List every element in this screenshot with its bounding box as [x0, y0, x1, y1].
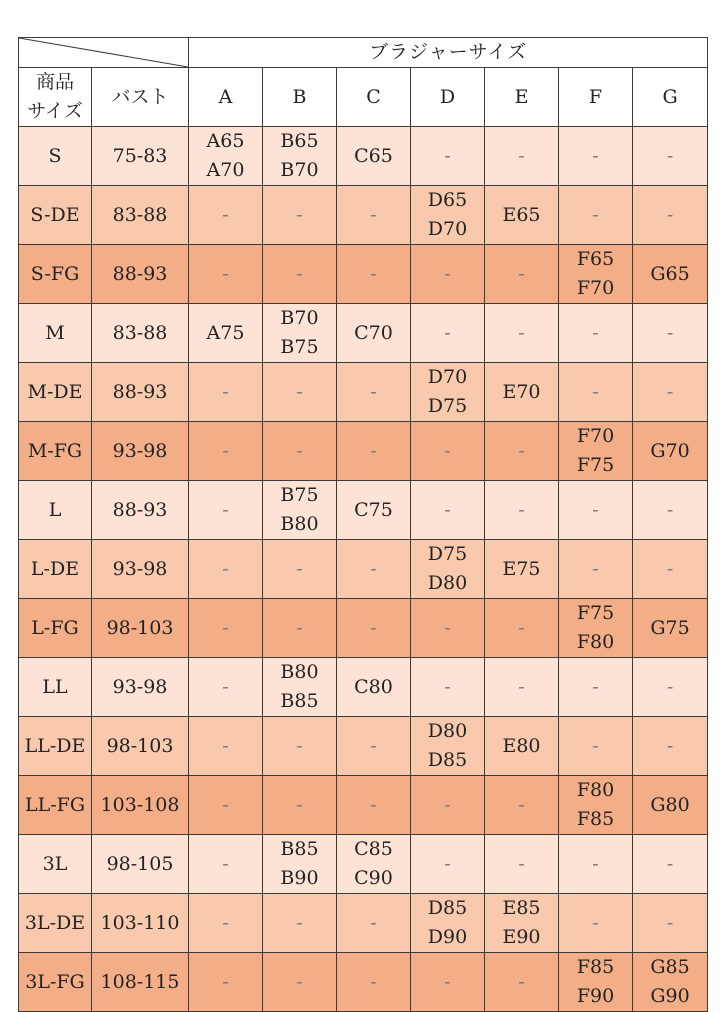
- bra-size-value: D70: [427, 366, 468, 388]
- cup-g-cell: [633, 363, 708, 422]
- cup-d-cell: [411, 540, 485, 599]
- bra-size-value: G80: [650, 793, 690, 816]
- cup-b-cell: [263, 481, 337, 540]
- table-body: [19, 127, 708, 1012]
- empty-marker: -: [666, 321, 674, 344]
- empty-marker: -: [444, 321, 451, 344]
- product-size-cell: M: [19, 304, 92, 363]
- cup-f-cell: [559, 894, 633, 953]
- empty-marker: -: [666, 380, 674, 403]
- cup-e-cell: [485, 481, 559, 540]
- table-row: [19, 658, 708, 717]
- cup-a-cell: [189, 835, 263, 894]
- bra-size-value: E85: [502, 897, 541, 919]
- cup-g-cell: [633, 953, 708, 1012]
- product-size-cell: 3L-FG: [19, 953, 92, 1012]
- table-row: [19, 127, 708, 186]
- cup-d-cell: [411, 894, 485, 953]
- bra-size-value: D70: [427, 218, 468, 240]
- cup-c-cell: [337, 245, 411, 304]
- empty-marker: -: [666, 203, 674, 226]
- cup-d-cell: [411, 481, 485, 540]
- empty-marker: -: [592, 852, 599, 875]
- table-row: [19, 599, 708, 658]
- bra-size-value: F70: [576, 425, 615, 447]
- cup-f-cell: [559, 717, 633, 776]
- table-row: [19, 422, 708, 481]
- cup-g-cell: [633, 422, 708, 481]
- bust-range-cell: 88-93: [92, 363, 189, 422]
- empty-marker: -: [592, 203, 599, 226]
- bra-size-value: D85: [427, 749, 468, 771]
- table-row: [19, 363, 708, 422]
- cup-e-cell: [485, 835, 559, 894]
- bra-size-value: B75: [280, 336, 319, 358]
- cup-b-cell: [263, 304, 337, 363]
- empty-marker: -: [370, 557, 377, 580]
- empty-marker: -: [666, 498, 674, 521]
- bra-size-value: B80: [280, 513, 319, 535]
- cup-header-e: E: [485, 68, 559, 127]
- empty-marker: -: [222, 439, 229, 462]
- empty-marker: -: [444, 262, 451, 285]
- cup-f-cell: [559, 481, 633, 540]
- bra-size-value: D80: [427, 720, 468, 742]
- cup-a-cell: [189, 127, 263, 186]
- empty-marker: -: [518, 144, 525, 167]
- empty-marker: -: [666, 734, 674, 757]
- cup-f-cell: [559, 953, 633, 1012]
- cup-g-cell: [633, 540, 708, 599]
- empty-marker: -: [592, 144, 599, 167]
- cup-a-cell: [189, 540, 263, 599]
- cup-c-cell: [337, 658, 411, 717]
- cup-f-cell: [559, 186, 633, 245]
- cup-d-cell: [411, 422, 485, 481]
- cup-b-cell: [263, 835, 337, 894]
- empty-marker: -: [222, 203, 229, 226]
- bra-size-value: C85: [354, 838, 393, 860]
- cup-e-cell: [485, 186, 559, 245]
- cup-e-cell: [485, 599, 559, 658]
- cup-a-cell: [189, 422, 263, 481]
- bra-size-value: B85: [280, 690, 319, 712]
- cup-f-cell: [559, 540, 633, 599]
- table-row: [19, 953, 708, 1012]
- product-size-cell: M-FG: [19, 422, 92, 481]
- empty-marker: -: [296, 380, 303, 403]
- bra-size-value: B75: [280, 484, 319, 506]
- empty-marker: -: [222, 970, 229, 993]
- cup-b-cell: [263, 776, 337, 835]
- bra-size-value: G85: [650, 956, 690, 978]
- cup-g-cell: [633, 658, 708, 717]
- empty-marker: -: [222, 262, 229, 285]
- cup-d-cell: [411, 835, 485, 894]
- table-row: [19, 776, 708, 835]
- bust-range-cell: 83-88: [92, 186, 189, 245]
- cup-e-cell: [485, 540, 559, 599]
- empty-marker: -: [222, 793, 229, 816]
- product-size-cell: LL-DE: [19, 717, 92, 776]
- bra-size-value: F75: [576, 454, 615, 476]
- bra-size-value: B65: [280, 130, 319, 152]
- bra-size-value: B70: [280, 307, 319, 329]
- table-row: [19, 540, 708, 599]
- cup-f-cell: [559, 776, 633, 835]
- empty-marker: -: [666, 557, 674, 580]
- cup-e-cell: [485, 776, 559, 835]
- bra-size-value: D80: [427, 572, 468, 594]
- bra-size-value: G65: [650, 262, 690, 285]
- empty-marker: -: [444, 675, 451, 698]
- cup-header-a: A: [189, 68, 263, 127]
- empty-marker: -: [666, 852, 674, 875]
- bra-size-value: D85: [427, 897, 468, 919]
- bra-size-value: D65: [427, 189, 468, 211]
- cup-g-cell: [633, 776, 708, 835]
- bra-size-value: C90: [354, 867, 393, 889]
- empty-marker: -: [518, 498, 525, 521]
- empty-marker: -: [222, 734, 229, 757]
- bra-size-value: D90: [427, 926, 468, 948]
- cup-d-cell: [411, 658, 485, 717]
- bra-size-value: G70: [650, 439, 690, 462]
- cup-c-cell: [337, 186, 411, 245]
- table-row: [19, 717, 708, 776]
- bra-size-value: A75: [206, 321, 245, 344]
- cup-e-cell: [485, 304, 559, 363]
- cup-g-cell: [633, 186, 708, 245]
- empty-marker: -: [592, 498, 599, 521]
- table-row: [19, 304, 708, 363]
- bra-size-value: B90: [280, 867, 319, 889]
- cup-g-cell: [633, 481, 708, 540]
- cup-e-cell: [485, 717, 559, 776]
- empty-marker: -: [370, 616, 377, 639]
- empty-marker: -: [296, 734, 303, 757]
- empty-marker: -: [296, 439, 303, 462]
- bust-range-cell: 103-110: [92, 894, 189, 953]
- bra-size-value: F90: [576, 985, 615, 1007]
- bra-size-value: D75: [427, 543, 468, 565]
- cup-f-cell: [559, 127, 633, 186]
- bust-range-cell: 93-98: [92, 658, 189, 717]
- cup-b-cell: [263, 127, 337, 186]
- cup-c-cell: [337, 481, 411, 540]
- cup-header-g: G: [633, 68, 708, 127]
- cup-d-cell: [411, 953, 485, 1012]
- cup-b-cell: [263, 599, 337, 658]
- corner-cell: [19, 38, 189, 68]
- empty-marker: -: [444, 144, 451, 167]
- cup-c-cell: [337, 776, 411, 835]
- cup-b-cell: [263, 422, 337, 481]
- cup-d-cell: [411, 363, 485, 422]
- empty-marker: -: [444, 616, 451, 639]
- product-size-cell: S: [19, 127, 92, 186]
- cup-d-cell: [411, 245, 485, 304]
- table-row: [19, 835, 708, 894]
- bra-size-value: B80: [280, 661, 319, 683]
- cup-a-cell: [189, 599, 263, 658]
- empty-marker: -: [296, 262, 303, 285]
- empty-marker: -: [222, 498, 229, 521]
- empty-marker: -: [518, 970, 525, 993]
- cup-b-cell: [263, 658, 337, 717]
- bust-range-cell: 93-98: [92, 540, 189, 599]
- cup-c-cell: [337, 422, 411, 481]
- diagonal-divider-icon: [19, 38, 188, 67]
- bust-range-cell: 103-108: [92, 776, 189, 835]
- bra-size-value: E75: [502, 557, 541, 580]
- cup-a-cell: [189, 894, 263, 953]
- bra-size-value: F80: [576, 779, 615, 801]
- cup-f-cell: [559, 363, 633, 422]
- empty-marker: -: [592, 734, 599, 757]
- bust-range-cell: 98-103: [92, 599, 189, 658]
- cup-g-cell: [633, 717, 708, 776]
- cup-d-cell: [411, 599, 485, 658]
- cup-c-cell: [337, 717, 411, 776]
- bust-range-cell: 83-88: [92, 304, 189, 363]
- bra-size-value: C65: [354, 144, 393, 167]
- bra-size-value: F70: [576, 277, 615, 299]
- cup-b-cell: [263, 894, 337, 953]
- cup-e-cell: [485, 245, 559, 304]
- bra-size-header: ブラジャーサイズ: [189, 38, 708, 68]
- cup-d-cell: [411, 717, 485, 776]
- empty-marker: -: [518, 262, 525, 285]
- empty-marker: -: [370, 380, 377, 403]
- cup-f-cell: [559, 658, 633, 717]
- cup-e-cell: [485, 658, 559, 717]
- bust-range-cell: 108-115: [92, 953, 189, 1012]
- table-row: [19, 481, 708, 540]
- empty-marker: -: [222, 557, 229, 580]
- cup-c-cell: [337, 540, 411, 599]
- bra-size-value: F85: [576, 808, 615, 830]
- cup-f-cell: [559, 422, 633, 481]
- empty-marker: -: [222, 852, 229, 875]
- cup-a-cell: [189, 953, 263, 1012]
- empty-marker: -: [370, 970, 377, 993]
- empty-marker: -: [518, 793, 525, 816]
- empty-marker: -: [370, 793, 377, 816]
- bra-size-value: D75: [427, 395, 468, 417]
- cup-c-cell: [337, 127, 411, 186]
- product-size-cell: M-DE: [19, 363, 92, 422]
- empty-marker: -: [222, 911, 229, 934]
- cup-c-cell: [337, 304, 411, 363]
- bust-range-cell: 88-93: [92, 481, 189, 540]
- product-size-header-line2: サイズ: [27, 100, 83, 122]
- cup-a-cell: [189, 304, 263, 363]
- cup-b-cell: [263, 186, 337, 245]
- empty-marker: -: [592, 321, 599, 344]
- empty-marker: -: [296, 970, 303, 993]
- empty-marker: -: [222, 380, 229, 403]
- cup-a-cell: [189, 186, 263, 245]
- cup-c-cell: [337, 953, 411, 1012]
- bra-size-value: F85: [576, 956, 615, 978]
- empty-marker: -: [296, 793, 303, 816]
- bust-header: バスト: [92, 68, 189, 127]
- empty-marker: -: [296, 557, 303, 580]
- product-size-header: [19, 68, 92, 127]
- empty-marker: -: [444, 793, 451, 816]
- product-size-cell: L-DE: [19, 540, 92, 599]
- product-size-cell: LL: [19, 658, 92, 717]
- cup-d-cell: [411, 127, 485, 186]
- product-size-cell: 3L-DE: [19, 894, 92, 953]
- cup-e-cell: [485, 953, 559, 1012]
- bra-size-value: F75: [576, 602, 615, 624]
- empty-marker: -: [296, 203, 303, 226]
- bra-size-value: A65: [206, 130, 245, 152]
- bra-size-value: B70: [280, 159, 319, 181]
- cup-b-cell: [263, 717, 337, 776]
- bra-size-value: E65: [502, 203, 541, 226]
- cup-f-cell: [559, 835, 633, 894]
- empty-marker: -: [592, 557, 599, 580]
- cup-e-cell: [485, 127, 559, 186]
- cup-header-f: F: [559, 68, 633, 127]
- bust-range-cell: 75-83: [92, 127, 189, 186]
- empty-marker: -: [370, 911, 377, 934]
- empty-marker: -: [370, 262, 377, 285]
- cup-b-cell: [263, 363, 337, 422]
- cup-f-cell: [559, 304, 633, 363]
- cup-d-cell: [411, 304, 485, 363]
- cup-e-cell: [485, 422, 559, 481]
- bra-size-value: G90: [650, 985, 690, 1007]
- cup-header-c: C: [337, 68, 411, 127]
- cup-e-cell: [485, 894, 559, 953]
- bra-size-value: C80: [354, 675, 393, 698]
- header-row-columns: [19, 68, 708, 127]
- bra-size-value: G75: [650, 616, 690, 639]
- cup-b-cell: [263, 540, 337, 599]
- product-size-cell: 3L: [19, 835, 92, 894]
- cup-c-cell: [337, 835, 411, 894]
- cup-g-cell: [633, 127, 708, 186]
- empty-marker: -: [222, 675, 229, 698]
- cup-header-b: B: [263, 68, 337, 127]
- product-size-cell: S-FG: [19, 245, 92, 304]
- empty-marker: -: [444, 970, 451, 993]
- empty-marker: -: [444, 498, 451, 521]
- cup-a-cell: [189, 717, 263, 776]
- bra-size-value: B85: [280, 838, 319, 860]
- empty-marker: -: [518, 439, 525, 462]
- bra-size-value: E70: [502, 380, 541, 403]
- cup-a-cell: [189, 658, 263, 717]
- empty-marker: -: [370, 203, 377, 226]
- bust-range-cell: 98-103: [92, 717, 189, 776]
- bust-range-cell: 93-98: [92, 422, 189, 481]
- bra-size-value: E90: [502, 926, 541, 948]
- bra-size-value: F80: [576, 631, 615, 653]
- bra-size-chart: [18, 37, 708, 1012]
- empty-marker: -: [518, 675, 525, 698]
- cup-header-d: D: [411, 68, 485, 127]
- cup-a-cell: [189, 776, 263, 835]
- cup-d-cell: [411, 776, 485, 835]
- product-size-header-line1: 商品: [35, 71, 74, 93]
- cup-c-cell: [337, 894, 411, 953]
- empty-marker: -: [666, 911, 674, 934]
- empty-marker: -: [592, 380, 599, 403]
- bra-size-value: F65: [576, 248, 615, 270]
- empty-marker: -: [592, 675, 599, 698]
- empty-marker: -: [592, 911, 599, 934]
- bust-range-cell: 98-105: [92, 835, 189, 894]
- cup-b-cell: [263, 953, 337, 1012]
- product-size-cell: LL-FG: [19, 776, 92, 835]
- table-row: [19, 186, 708, 245]
- cup-f-cell: [559, 245, 633, 304]
- empty-marker: -: [222, 616, 229, 639]
- bra-size-value: A70: [206, 159, 245, 181]
- empty-marker: -: [370, 734, 377, 757]
- bra-size-value: E80: [502, 734, 541, 757]
- empty-marker: -: [296, 911, 303, 934]
- empty-marker: -: [444, 439, 451, 462]
- empty-marker: -: [518, 852, 525, 875]
- cup-a-cell: [189, 481, 263, 540]
- cup-c-cell: [337, 599, 411, 658]
- empty-marker: -: [518, 321, 525, 344]
- product-size-cell: S-DE: [19, 186, 92, 245]
- cup-g-cell: [633, 894, 708, 953]
- product-size-cell: L: [19, 481, 92, 540]
- table-row: [19, 894, 708, 953]
- cup-c-cell: [337, 363, 411, 422]
- empty-marker: -: [370, 439, 377, 462]
- empty-marker: -: [296, 616, 303, 639]
- cup-a-cell: [189, 245, 263, 304]
- cup-f-cell: [559, 599, 633, 658]
- cup-e-cell: [485, 363, 559, 422]
- empty-marker: -: [666, 675, 674, 698]
- cup-g-cell: [633, 599, 708, 658]
- product-size-cell: L-FG: [19, 599, 92, 658]
- cup-b-cell: [263, 245, 337, 304]
- cup-g-cell: [633, 245, 708, 304]
- cup-a-cell: [189, 363, 263, 422]
- cup-g-cell: [633, 835, 708, 894]
- bust-range-cell: 88-93: [92, 245, 189, 304]
- header-row-top: [19, 38, 708, 68]
- cup-d-cell: [411, 186, 485, 245]
- bra-size-value: C70: [354, 321, 393, 344]
- table-row: [19, 245, 708, 304]
- empty-marker: -: [666, 144, 674, 167]
- bra-size-value: C75: [354, 498, 393, 521]
- empty-marker: -: [444, 852, 451, 875]
- empty-marker: -: [518, 616, 525, 639]
- cup-g-cell: [633, 304, 708, 363]
